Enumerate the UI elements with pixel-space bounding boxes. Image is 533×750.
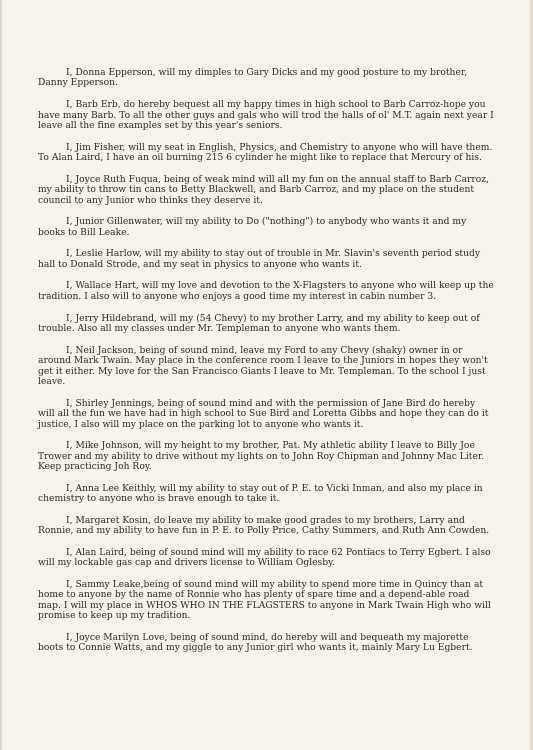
paragraph: I, Alan Laird, being of sound mind will my ability to race 62 Pontiacs to Terry Egbert. I also will my lockable gas cap and drivers license to William Oglesby. — [38, 547, 491, 569]
paragraph: I, Shirley Jennings, being of sound mind and with the permission of Jane Bird do hereby will all the fun we have had in high school to Sue Bird and Loretta Gibbs and hope they can do it justice, I also will my place on the parking lot to anyone who wants it. — [38, 398, 489, 430]
paragraph: I, Wallace Hart, will my love and devotion to the X-Flagsters to anyone who will keep up the tradition. I also will to anyone who enjoys a good time my interest in cabin number 3. — [38, 281, 494, 302]
paragraph: I, Barb Erb, do hereby bequest all my happy times in high school to Barb Carroz-hope you have many Barb. To all the other guys and gals who will trod the halls of ol' M.T. again next year I leave all the fine examples set by this year's seniors. — [38, 100, 494, 131]
document-body — [38, 68, 494, 665]
paragraph: I, Joyce Ruth Fuqua, being of weak mind will all my fun on the annual staff to Barb Carroz, my ability to throw tin cans to Betty Blackwell, and Barb Carroz, and my place on the student council to any Junior who thinks they deserve it. — [38, 174, 490, 206]
paragraph: I, Anna Lee Keithly, will my ability to stay out of P. E. to Vicki Inman, and also my place in chemistry to anyone who is brave enough to take it. — [38, 483, 483, 505]
paragraph: I, Junior Gillenwater, will my ability to Do ("nothing") to anybody who wants it and my books to Bill Leake. — [38, 217, 467, 238]
paragraph: I, Leslie Harlow, will my ability to stay out of trouble in Mr. Slavin's seventh period study hall to Donald Strode, and my seat in physics to anyone who wants it. — [38, 249, 481, 270]
paragraph: I, Neil Jackson, being of sound mind, leave my Ford to any Chevy (shaky) owner in or around Mark Twain. May place in the conference room I leave to the Juniors in hopes they won't get it either. My love for the San Francisco Giants I leave to Mr. Templeman. To the school I just leave. — [38, 345, 488, 388]
paragraph: I, Donna Epperson, will my dimples to Gary Dicks and my good posture to my brother, Danny Epperson. — [38, 68, 468, 89]
paragraph: I, Jim Fisher, will my seat in English, Physics, and Chemistry to anyone who will have them. To Alan Laird, I have an oil burning 215 6 cylinder he might like to replace that Mercury of his. — [38, 142, 493, 164]
paragraph: I, Mike Johnson, will my height to my brother, Pat. My athletic ability I leave to Billy Joe Trower and my ability to drive without my lights on to John Roy Chipman and Johnny Mac Liter. Keep practicing Joh Roy. — [38, 441, 485, 473]
paragraph: I, Joyce Marilyn Love, being of sound mind, do hereby will and bequeath my majorette boots to Connie Watts, and my giggle to any Junior girl who wants it, mainly Mary Lu Egbert. — [38, 633, 473, 654]
paragraph: I, Sammy Leake,being of sound mind will my ability to spend more time in Quincy than at home to anyone by the name of Ronnie who has plenty of spare time and a depend-able road map. I will my place in WHOS WHO IN THE FLAGSTERS to anyone in Mark Twain High who will promise to keep up my tradition. — [38, 580, 491, 622]
paragraph: I, Margaret Kosin, do leave my ability to make good grades to my brothers, Larry and Ronnie, and my ability to have fun in P. E. to Polly Price, Cathy Summers, and Ruth Ann Cowden. — [38, 515, 490, 537]
paragraph: I, Jerry Hildebrand, will my (54 Chevy) to my brother Larry, and my ability to keep out of trouble. Also all my classes under Mr. Templeman to anyone who wants them. — [38, 313, 480, 335]
